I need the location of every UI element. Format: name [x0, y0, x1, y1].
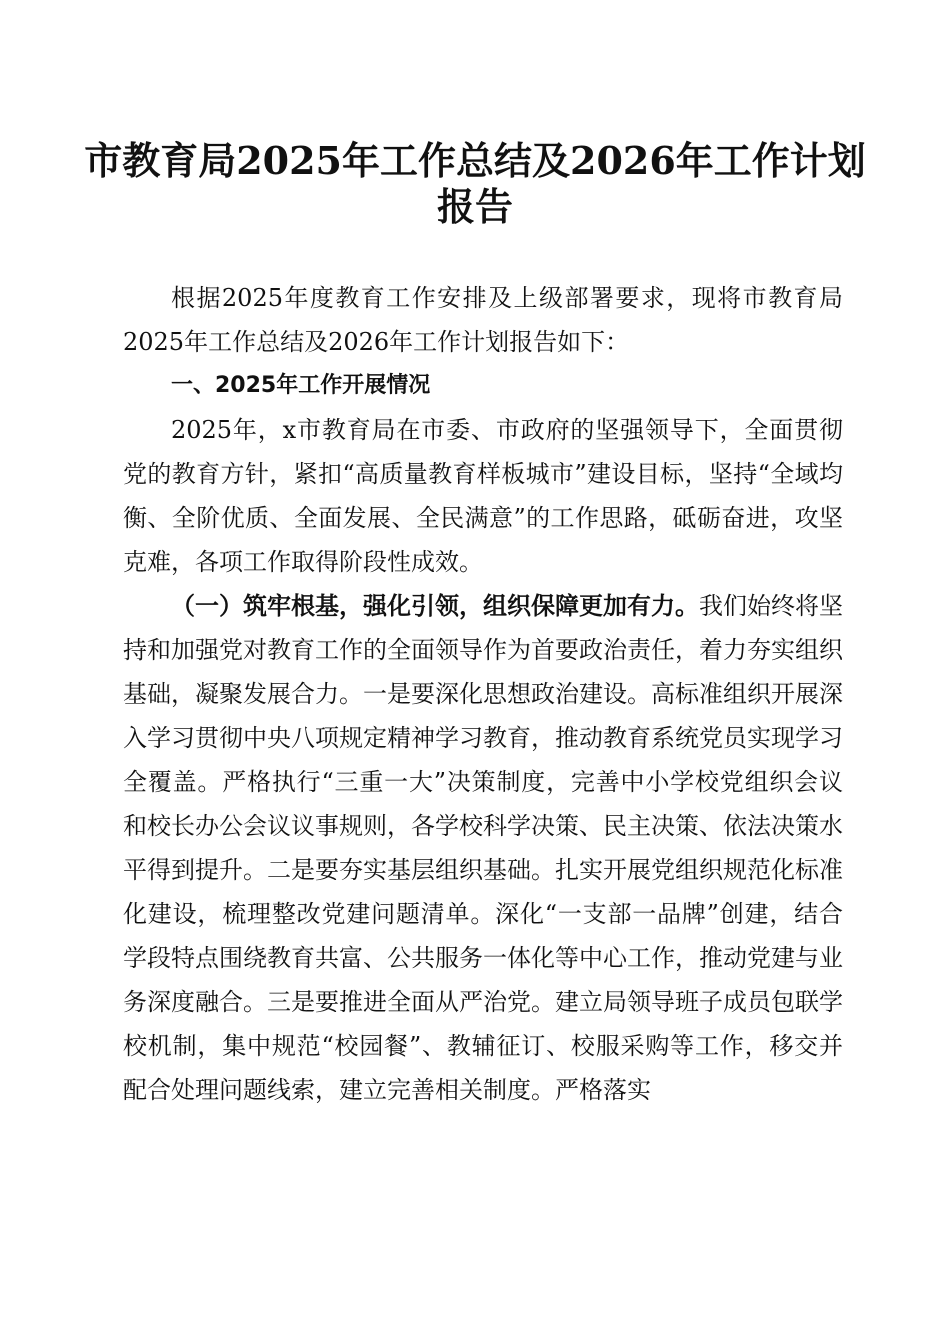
section1-heading: 一、2025年工作开展情况	[171, 373, 431, 398]
paragraph-body: 我们始终将坚持和加强党对教育工作的全面领导作为首要政治责任，着力夯实组织基础，凝聚发展合力。一是要深化思想政治建设。高标准组织开展深入学习贯彻中央八项规定精神学习教育，推动教育系统党员实现学习全覆盖。严格执行“三重一大”决策制度，完善中小学校党组织会议和校长办公会议议事规则，各学校科学决策、民主决策、依法决策水平得到提升。二是要夯实基层组织基础。扎实开展党组织规范化标准化建设，梳理整改党建问题清单。深化“一支部一品牌”创建，结合学段特点围绕教育共富、公共服务一体化等中心工作，推动党建与业务深度融合。三是要推进全面从严治党。建立局领导班子成员包联学校机制，集中规范“校园餐”、教辅征订、校服采购等工作，移交并配合处理问题线索，建立完善相关制度。严格落实	[123, 592, 843, 1104]
document-title-line2: 报告	[436, 184, 513, 229]
paragraph-organization	[123, 584, 843, 1112]
document-title-line1: 市教育局2025年工作总结及2026年工作计划	[84, 138, 866, 183]
paragraph-overview: 2025年，x市教育局在市委、市政府的坚强领导下，全面贯彻党的教育方针，紧扣“高质量教育样板城市”建设目标，坚持“全域均衡、全阶优质、全面发展、全民满意”的工作思路，砥砺奋进，攻坚克难，各项工作取得阶段性成效。	[123, 416, 843, 576]
intro-paragraph: 根据2025年度教育工作安排及上级部署要求，现将市教育局2025年工作总结及2026年工作计划报告如下：	[123, 284, 843, 356]
paragraph-lead: （一）筑牢根基，强化引领，组织保障更加有力。	[171, 591, 699, 620]
